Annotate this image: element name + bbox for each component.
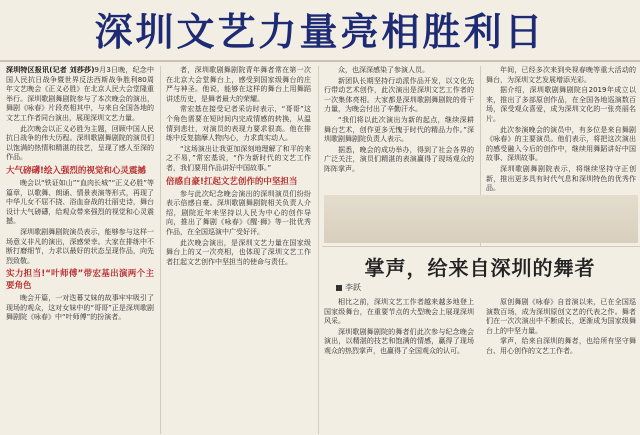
lead-text: 9月3日晚，纪念中国人民抗日战争暨世界反法西斯战争胜利80周年文艺晚会《正义必胜》在北京人民大会堂隆重举行。深圳歌剧舞剧院参与了本次晚会的演出，舞剧《咏春》片段亮相其中，与来自全国各地的文艺工作者同台演出，展现深圳文艺力量。 <box>6 66 154 122</box>
article-paragraph: 晚会开篇，一对迭幕艾妹的故事牢牢吸引了现场的观众，这对女妹中的“哥哥”正是深圳歌剧舞剧院《咏春》中“叶师傅”的扮演者。 <box>6 294 154 322</box>
subheading: 倍感自豪!扛起文艺创作的中坚担当 <box>166 176 298 187</box>
author-marker-icon <box>336 285 342 291</box>
article-column-1 <box>6 66 154 434</box>
article-paragraph: 年间，已经多次来到央视春晚等重大活动的舞台，为深圳文艺发展增添光彩。 <box>486 66 636 84</box>
article-paragraph: 此次晚会演出，是深圳文艺力量在国家级舞台上的又一次亮相，也体现了深圳文艺工作者扛起文艺创作中坚担当的使命与责任。 <box>166 238 311 266</box>
article-column-2 <box>166 66 311 434</box>
article-paragraph: 常宏基在接受记者采访时表示，“哥哥”这个角色需要在短时间内完成情感的转换，从温情到悲壮，对演员的表现力要求很高。他在排练中反复揣摩人物内心，力求真实动人。 <box>166 105 311 143</box>
article-paragraph: 据悉，晚会的成功举办，得到了社会各界的广泛关注，演员们精湛的表演赢得了现场观众的阵阵掌声。 <box>324 145 474 173</box>
headline-text: 深圳文艺力量亮相胜利日 <box>94 9 546 54</box>
column-divider <box>318 66 319 434</box>
article-paragraph: 晚会以“铁证如山”“血肉长城”“正义必胜”等篇章，以歌舞、朗诵、情景表演等形式，再现了中华儿女不屈不挠、浴血奋战的壮丽史诗，舞台设计大气磅礴，给观众带来强烈的视觉和心灵震撼。 <box>6 178 154 226</box>
author-name: 李跃 <box>345 283 361 292</box>
article-paragraph: “我们将以此次演出为新的起点，继续深耕舞台艺术，创作更多无愧于时代的精品力作。”深圳歌剧舞剧院负责人表示。 <box>324 115 474 144</box>
headline <box>0 0 640 56</box>
feature-paragraph: 相比之前，深圳文艺工作者越来越多地登上国家级舞台，在重要节点的大型晚会上展现深圳风采。 <box>324 298 474 326</box>
headline-rule <box>0 60 640 62</box>
column-divider <box>160 66 161 434</box>
article-paragraph: 深圳歌剧舞剧院演员表示，能够参与这样一场意义非凡的演出，深感荣幸。大家在排练中不断打磨细节，力求以最好的状态呈现作品，向先烈致敬。 <box>6 227 154 265</box>
article-paragraph: 此次晚会以正义必胜为主题，回顾中国人民抗日战争的伟大历程。深圳歌剧舞剧院的演员们以饱满的热情和精湛的技艺，呈现了感人至深的作品。 <box>6 124 154 162</box>
feature-paragraph: 掌声，给来自深圳的舞者，也给所有坚守舞台、用心创作的文艺工作者。 <box>486 337 636 355</box>
article-paragraph: 新团队长期坚持行动派作品开发，以文化先行带动艺术创作，此次演出是深圳文艺工作者的一次集体亮相。大家都是深圳歌剧舞剧院的骨干力量，为晚会付出了辛勤汗水。 <box>324 76 474 114</box>
article-paragraph: 参与此次纪念晚会演出的深圳演员们纷纷表示倍感自豪。深圳歌剧舞剧院相关负责人介绍，剧院近年来坚持以人民为中心的创作导向，推出了舞剧《咏春》《醒·狮》等一批优秀作品，在全国巡演中广受好评。 <box>166 189 311 236</box>
feature-header <box>322 248 638 298</box>
article-paragraph: 众，也深深感染了参演人员。 <box>338 66 429 74</box>
feature-title: 掌声，给来自深圳的舞者 <box>364 256 596 280</box>
article-paragraph: 此次参演晚会的演员中，有多位是来自舞剧《咏春》的主要演员。他们表示，将把这次演出的感受融入今后的创作中，继续用舞蹈讲好中国故事、深圳故事。 <box>486 125 636 163</box>
feature-paragraph: 原创舞剧《咏春》自首演以来，已在全国巡演数百场，成为深圳原创文艺的代表之作。舞者们在一次次演出中不断成长，逐渐成为国家级舞台上的中坚力量。 <box>486 298 636 335</box>
subheading: 实力担当!“叶师傅”带宏基出演两个主要角色 <box>6 269 154 292</box>
feature-column-2 <box>486 298 636 432</box>
article-paragraph: 者，深圳歌剧舞剧院青年舞者常在第一次在北京大会堂舞台上，感受到国家级舞台的庄严与神圣。他说，能够在这样的舞台上用舞蹈讲述历史，是舞者最大的荣耀。 <box>166 66 311 103</box>
feature-paragraph: 深圳歌剧舞剧院的舞者们此次参与纪念晚会演出，以精湛的技艺和饱满的情感，赢得了现场观众的热烈掌声，也赢得了全国观众的认可。 <box>324 327 474 355</box>
article-photo <box>324 195 638 243</box>
article-paragraph: 深圳歌剧舞剧院表示，将继续坚持守正创新，推出更多具有时代气息和深圳特色的优秀作品。 <box>486 164 636 193</box>
article-paragraph: “这场演出让我更加深刻地理解了和平的来之不易，”常宏基说，“作为新时代的文艺工作者，我们要用作品讲好中国故事。” <box>166 144 311 172</box>
article-paragraph: 据介绍，深圳歌剧舞剧院自2019年成立以来，推出了多部原创作品，在全国各地巡演数百场，深受观众喜爱，成为深圳文化的一张亮丽名片。 <box>486 86 636 123</box>
feature-column-1 <box>324 298 474 432</box>
feature-author <box>336 282 361 293</box>
section-divider <box>322 246 640 247</box>
byline: 深圳特区报讯(记者 刘莎莎) <box>6 66 95 74</box>
subheading: 大气磅礴!绘入强烈的视觉和心灵震撼 <box>6 165 146 176</box>
lead-paragraph <box>6 66 154 124</box>
